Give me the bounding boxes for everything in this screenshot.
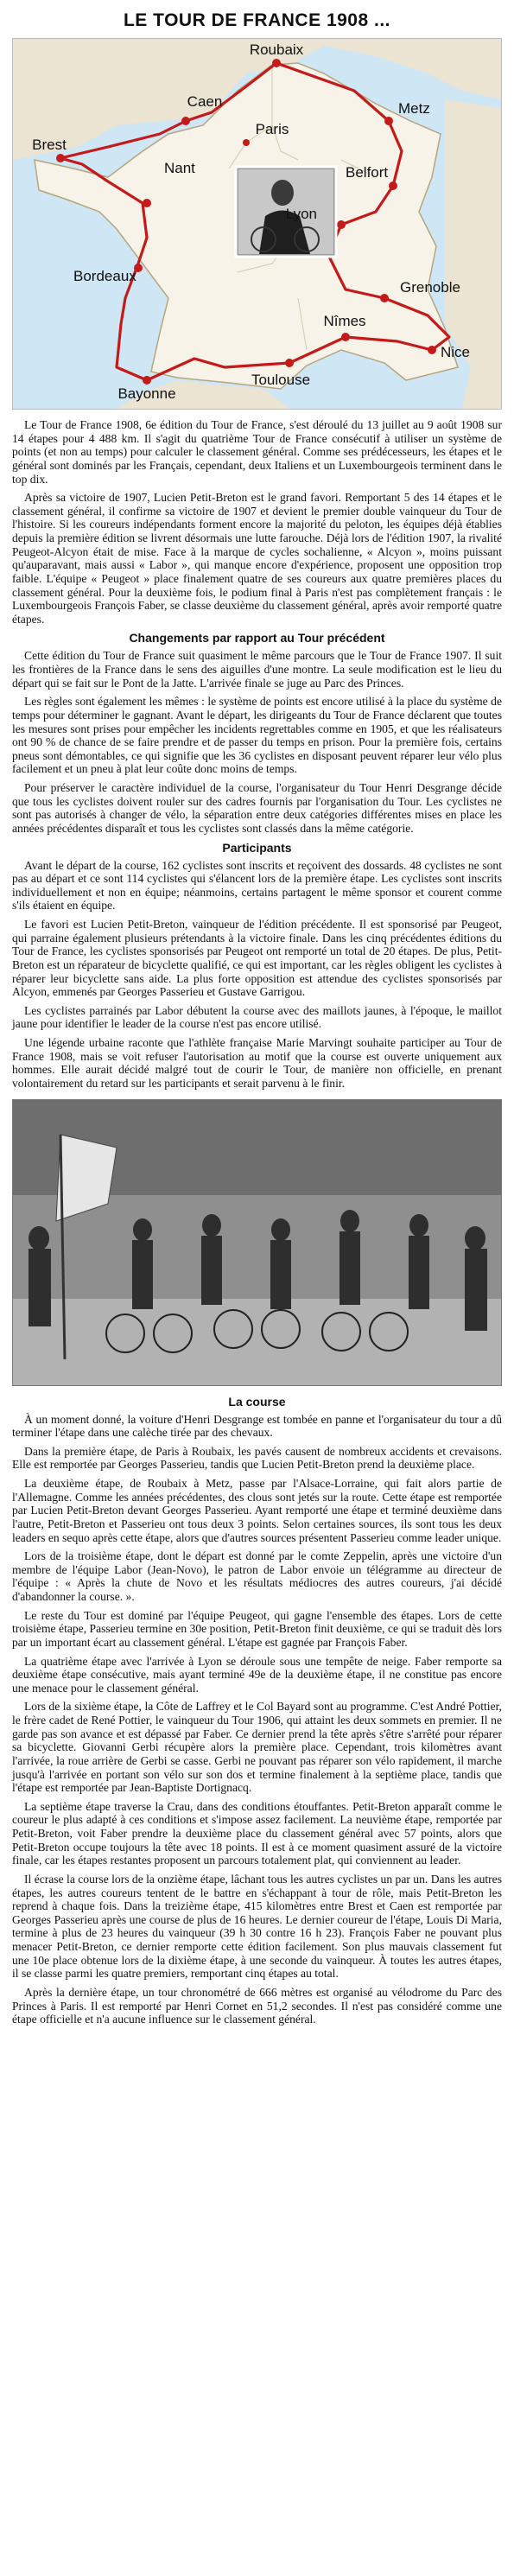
route-map: [12, 38, 502, 410]
course-paragraph: Il écrase la course lors de la onzième étape, lâchant tous les autres cyclistes un par un. Dans les autres étapes, les autres coureurs tentent de le battre en s'échappant à tour de rôle, mais Petit-Breton les reprend à chaque fois. Dans la treizième étape, 415 kilomètres entre Brest et Caen est remportée par Georges Passerieu après une course de plus de 16 heures. Le dernier coureur de l'étape, Louis Di Maria, termine à plus de 23 heures du vainqueur (39 h 30 contre 16 h 23). François Faber ne pouvant plus menacer Petit-Breton, ce dernier remporte cette édition facilement. Son plus mauvais classement fut une 10e place obtenue lors de la dixième étape, à une seconde du vainqueur. À toutes les autres étapes, il se classe parmi les quatre premiers, remportant cinq étapes au total.: [12, 1872, 502, 1981]
participants-paragraph: Le favori est Lucien Petit-Breton, vainqueur de l'édition précédente. Il est sponsorisé par Peugeot, qui parraine également plusieurs prétendants à la victoire finale. Dans les cinq précédentes éditions du Tour de France, les cyclistes sponsorisés par Peugeot ont remporté un total de 20 étapes. De plus, Petit-Breton est un réparateur de bicyclette qualifié, ce qui est important, car les règles obligent les cyclistes à réparer leur bicyclette sans aide. La plus forte opposition est attendue des cyclistes sponsorisés par Alcyon, emmenés par Georges Passerieu et Gustave Garrigou.: [12, 918, 502, 999]
photo-figure: [270, 1240, 291, 1309]
photo-figure: [132, 1240, 153, 1309]
marker-toulouse: [285, 359, 294, 367]
photo-figure: [340, 1210, 359, 1232]
photo-figure: [409, 1236, 429, 1309]
course-paragraph: La deuxième étape, de Roubaix à Metz, passe par l'Alsace-Lorraine, qui fait alors partie de l'Allemagne. Comme les années précédentes, des clous sont jetés sur la route. Cette étape est remportée par Lucien Petit-Breton devant Georges Passerieu. Ayant remporté une étape et terminé deuxième dans l'autre, Petit-Breton et Passerieu ont tous deux 3 points. Selon certaines sources, ils sont tous les deux leaders en sequo après cette étape, alors que d'autres sources présentent Passerieu comme leader unique.: [12, 1477, 502, 1544]
city-label-nimes: Nîmes: [323, 313, 366, 329]
section-heading-changes: Changements par rapport au Tour précédent: [129, 631, 385, 646]
intro-paragraph: Après sa victoire de 1907, Lucien Petit-Breton est le grand favori. Remportant 5 des 14 étapes et le classement général, il confirme sa victoire de 1907 et devient le premier double vainqueur du Tour de l'histoire. Si les coureurs indépendants forment encore la majorité du peloton, les équipes déjà établies depuis la première édition se livrent désormais une lutte farouche. Déjà lors de l'édition 1907, la rivalité Peugeot-Alcyon était de mise. Face à la marque de cycles sochalienne, « Alcyon », moins puissant qu'auparavant, mais aussi « Labor », qui manque encore d'expérience, proposent une opposition trop faible. L'équipe « Peugeot » place finalement quatre de ses coureurs aux quatre premières places du classement général. Pour la deuxième fois, le podium final à Paris n'est pas complètement français : le Luxembourgeois François Faber, se classe deuxième du classement général, après avoir remporté quatre étapes.: [12, 491, 502, 626]
changes-paragraph: Les règles sont également les mêmes : le système de points est encore utilisé à la place du système de temps pour déterminer le gagnant. Avant le départ, les dirigeants du Tour de France déclarent que toutes les mesures sont prises pour empêcher les incidents regrettables comme en 1905, et que les réalisateurs ont 90 % de chance de se faire prendre et de passer du temps en prison. Pour la première fois, certains pneus sont démontables, ce qui signifie que les 36 cyclistes en disposant peuvent réparer leur vélo plus facilement et un pneu à plat leur coûte donc moins de temps.: [12, 695, 502, 776]
marker-bayonne: [143, 376, 151, 385]
photo-figure: [465, 1249, 487, 1331]
marker-lyon: [337, 220, 346, 229]
course-paragraph: Lors de la sixième étape, la Côte de Laffrey et le Col Bayard sont au programme. C'est André Pottier, le frère cadet de René Pottier, le vainqueur du Tour 1906, qui attaint les deux sommets en premier. Il ne garde pas son avance et est dépassé par Faber. Ce dernier prend la tête après s'être s'arrêté pour réparer sa bicyclette. Giovanni Gerbi récupère alors la première place. Cependant, trois kilomètres avant l'arrivée, la roue arrière de Gerbi se casse. Gerbi ne pouvant pas réparer son vélo rapidement, il marche jusqu'à l'arrivée en portant son vélo sur son dos et termine finalement à la septième place, tandis que l'étape est remportée par Jean-Baptiste Dortignacq.: [12, 1700, 502, 1795]
city-label-grenoble: Grenoble: [400, 279, 460, 296]
marker-metz: [384, 117, 393, 125]
marker-paris: [243, 139, 250, 146]
course-paragraph: Après la dernière étape, un tour chronométré de 666 mètres est organisé au vélodrome du Parc des Princes à Paris. Il est remporté par Henri Cornet en 51,2 secondes. Il n'est pas considéré comme une étape officielle et n'a aucune influence sur le classement général.: [12, 1985, 502, 2026]
city-label-paris: Paris: [255, 121, 289, 137]
city-label-metz: Metz: [398, 100, 430, 117]
participants-paragraph: Une légende urbaine raconte que l'athlète française Marie Marvingt souhaite participer au Tour de France 1908, mais se voit refuser l'autorisation au motif que la course est ouverte uniquement aux hommes. Elle aurait décidé malgré tout de courir le Tour, de manière non officielle, en prenant volontairement du retard sur les participants et serait parvenu à le finir.: [12, 1036, 502, 1090]
photo-figure: [133, 1218, 152, 1241]
city-label-toulouse: Toulouse: [251, 372, 311, 388]
marker-brest: [56, 154, 65, 162]
photo-figure: [29, 1249, 51, 1326]
course-paragraph: Le reste du Tour est dominé par l'équipe Peugeot, qui gagne l'ensemble des étapes. Lors de cette troisième étape, Passerieu termine en 30e position, Petit-Breton finit deuxième, ce qui se traduit dès lors par un important écart au classement général. L'étape est gagnée par François Faber.: [12, 1608, 502, 1649]
course-paragraph: La septième étape traverse la Crau, dans des conditions étouffantes. Petit-Breton apparaît comme le coureur le plus adapté à ces conditions et s'impose assez facilement. La neuvième étape, remportée par Petit-Breton, voit Faber prendre la deuxième place du classement général avec 57 points, alors que Petit-Breton occupe toujours la tête avec 18 points. Il est à ce moment quasiment assuré de la victoire finale, car les étapes restantes proposent un parcours totalement plat, qui conviennent au leader.: [12, 1799, 502, 1867]
changes-paragraph: Cette édition du Tour de France suit quasiment le même parcours que le Tour de France 1907. Il suit les frontières de la France dans le sens des aiguilles d'une montre. La seule modification est le lieu du départ qui se fait sur le Pont de la Jatte. L'arrivée finale se juge au Parc des Princes.: [12, 649, 502, 690]
changes-paragraph: Pour préserver le caractère individuel de la course, l'organisateur du Tour Henri Desgrange décide que tous les cyclistes doivent rouler sur des cadres fournis par l'organisation du Tour. Les cyclistes ne sont pas autorisés à changer de vélo, la séparation entre deux catégories différentes mises en place les années précédentes disparaît et tous les cyclistes sont classés dans la même catégorie.: [12, 781, 502, 835]
course-paragraph: La quatrième étape avec l'arrivée à Lyon se déroule sous une tempête de neige. Faber remporte sa deuxième étape consécutive, mais ayant terminé 49e de la deuxième étape, il ne constitue pas encore une menace pour le classement général.: [12, 1654, 502, 1695]
intro-paragraph: Le Tour de France 1908, 6e édition du Tour de France, s'est déroulé du 13 juillet au 9 août 1908 sur 14 étapes pour 4 488 km. Il s'agit du quatrième Tour de France consécutif à utiliser un système de points (et non au temps) pour calculer le classement général. Comme ses prédécesseurs, les étapes et le général sont dominés par les Français, cependant, deux Italiens et un Luxembourgeois terminent dans le top dix.: [12, 418, 502, 486]
section-heading-course: La course: [228, 1394, 286, 1409]
city-label-bayonne: Bayonne: [117, 385, 176, 402]
page-title: LE TOUR DE FRANCE 1908 ...: [123, 10, 390, 30]
portrait-head: [271, 180, 294, 206]
route-map-svg: [13, 39, 501, 409]
city-label-bordeaux: Bordeaux: [73, 268, 136, 284]
photo-figure: [202, 1214, 221, 1237]
photo-figure: [29, 1226, 49, 1250]
course-paragraph: Lors de la troisième étape, dont le départ est donné par le comte Zeppelin, après une victoire d'un membre de l'équipe Labor (Jean-Novo), le patron de Labor envoie un télégramme au directeur de l'équipe : « Après la chute de Novo et les résultats médiocres des autres coureurs, j'ai décidé d'abandonner la course. ».: [12, 1549, 502, 1603]
participants-paragraph: Avant le départ de la course, 162 cyclistes sont inscrits et reçoivent des dossards. 48 cyclistes ne sont pas au départ et ce sont 114 cyclistes qui s'élancent lors de la première étape. Les cyclistes sont inscrits individuellement et non en équipe; néanmoins, certains partagent le même sponsor et courent comme s'ils étaient en équipe.: [12, 858, 502, 913]
marker-grenoble: [380, 294, 389, 302]
city-label-belfort: Belfort: [346, 164, 389, 181]
course-paragraph: Dans la première étape, de Paris à Roubaix, les pavés causent de nombreux accidents et crevaisons. Elle est remportée par Georges Passerieu, tandis que Lucien Petit-Breton prend la deuxième place.: [12, 1444, 502, 1472]
photo-figure: [271, 1218, 290, 1241]
city-label-roubaix: Roubaix: [249, 41, 304, 58]
photo-figure: [409, 1214, 428, 1237]
city-label-brest: Brest: [32, 137, 67, 153]
start-photo: [12, 1099, 502, 1386]
city-label-nant: Nant: [164, 160, 195, 176]
marker-roubaix: [272, 59, 281, 67]
marker-nantes: [143, 199, 151, 207]
city-label-nice: Nice: [441, 344, 471, 360]
participants-paragraph: Les cyclistes parrainés par Labor débutent la course avec des maillots jaunes, à l'époque, le maillot jaune pour identifier le leader de la course n'est pas encore utilisé.: [12, 1003, 502, 1031]
city-label-lyon: Lyon: [285, 206, 317, 222]
start-photo-svg: [13, 1100, 501, 1385]
photo-figure: [339, 1231, 360, 1305]
city-label-caen: Caen: [187, 93, 223, 110]
course-paragraph: À un moment donné, la voiture d'Henri Desgrange est tombée en panne et l'organisateur du tour a dû terminer l'étape dans une calèche tirée par des chevaux.: [12, 1412, 502, 1440]
marker-belfort: [389, 181, 397, 190]
marker-nice: [428, 346, 436, 354]
photo-road: [13, 1299, 501, 1385]
marker-caen: [181, 117, 190, 125]
section-heading-participants: Participants: [222, 840, 292, 855]
photo-figure: [201, 1236, 222, 1305]
photo-figure: [465, 1226, 485, 1250]
marker-nimes: [341, 333, 350, 341]
